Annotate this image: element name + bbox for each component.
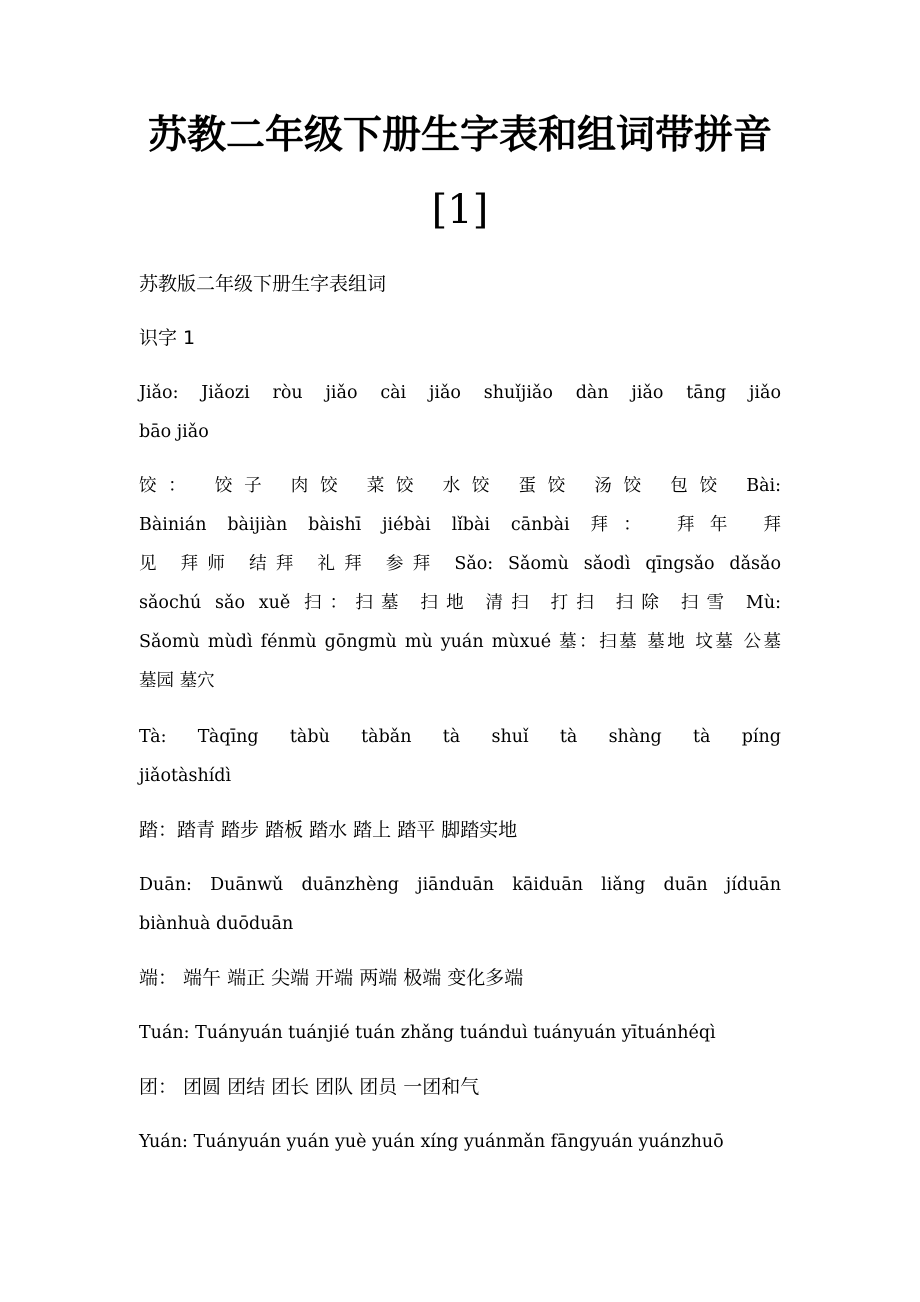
document-title-line2: [1] [431,187,489,233]
paragraph-duan-words [139,959,781,998]
subtitle: 苏教版二年级下册生字表组词 [139,273,387,295]
paragraph-jiao-bai-sao-mu [139,467,781,701]
paragraph-ta-pinyin [139,718,781,796]
text-line: biànhuà duōduān [139,914,294,934]
text-line: Duān: Duānwǔ duānzhèng jiānduān kāiduān liǎng duān jíduān [139,875,781,895]
section-heading: 识字 1 [139,327,196,349]
text-line: bāo jiǎo [139,422,209,442]
text-line: Bàinián bàijiàn bàishī jiébài lǐbài cānbài 拜： 拜年 拜 [139,515,781,535]
text-line: Yuán: Tuányuán yuán yuè yuán xíng yuánmǎn fāngyuán yuánzhuō [139,1132,724,1152]
text-line: 见 拜师 结拜 礼拜 参拜 Sǎo: Sǎomù sǎodì qīngsǎo dǎsǎo [139,554,781,574]
paragraph-tuan-pinyin [139,1014,781,1053]
text-line: 踏：踏青 踏步 踏板 踏水 踏上 踏平 脚踏实地 [139,819,518,841]
paragraph-jiao-pinyin [139,374,781,452]
paragraph-tuan-words [139,1068,781,1107]
paragraph-duan-pinyin [139,866,781,944]
text-line: 墓园 墓穴 [139,671,215,691]
text-line: Sǎomù mùdì fénmù gōngmù mù yuán mùxué 墓：扫墓 墓地 坟墓 公墓 [139,632,781,652]
text-line: 团： 团圆 团结 团长 团队 团员 一团和气 [139,1076,480,1098]
text-line: Tà: Tàqīng tàbù tàbǎn tà shuǐ tà shàng tà píng [139,727,781,747]
paragraph-ta-words [139,811,781,850]
text-line: jiǎotàshídì [139,766,232,786]
text-line: sǎochú sǎo xuě 扫：扫墓 扫地 清扫 打扫 扫除 扫雪 Mù: [139,593,781,613]
text-line: Tuán: Tuányuán tuánjié tuán zhǎng tuánduì tuányuán yītuánhéqì [139,1023,716,1043]
text-line: 端： 端午 端正 尖端 开端 两端 极端 变化多端 [139,967,524,989]
text-line: 饺： 饺子 肉饺 菜饺 水饺 蛋饺 汤饺 包饺 Bài: [139,476,781,496]
document-title-line1: 苏教二年级下册生字表和组词带拼音 [147,113,772,158]
paragraph-yuan-pinyin [139,1123,781,1162]
text-line: Jiǎo: Jiǎozi ròu jiǎo cài jiǎo shuǐjiǎo dàn jiǎo tāng jiǎo [139,383,781,403]
